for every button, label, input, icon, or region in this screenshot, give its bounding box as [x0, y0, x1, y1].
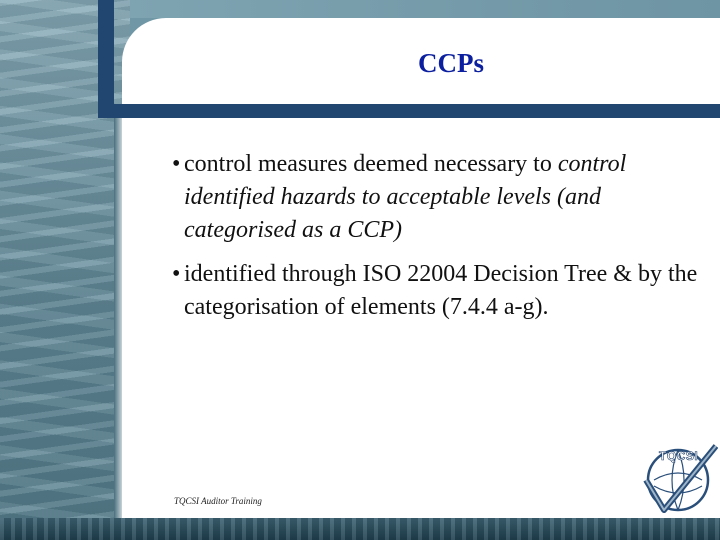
slide-title: CCPs [418, 48, 484, 78]
bullet-marker: • [172, 151, 181, 177]
accent-bar-horizontal [98, 104, 720, 118]
bullet-text: identified through ISO 22004 Decision Tree & by the categorisation of elements (7.4.4 a-g). [184, 261, 698, 320]
bullet-item-2 [172, 258, 717, 324]
bullet-text-italic: control [557, 151, 627, 177]
content-panel-shadow [114, 118, 122, 518]
background-texture-bottom [0, 518, 720, 540]
bullet-marker: • [172, 261, 181, 287]
bullet-text [172, 148, 717, 247]
logo-text: TQCSI [659, 449, 699, 463]
bullet-text-plain: control measures deemed necessary to [184, 151, 558, 177]
bullet-item-1 [172, 148, 717, 247]
content-panel [122, 118, 720, 518]
footer-text: TQCSI Auditor Training [174, 496, 262, 506]
background-texture-top [130, 0, 720, 18]
title-panel [122, 18, 720, 104]
tqcsi-logo [642, 436, 718, 516]
accent-bar-vertical [98, 0, 114, 104]
bullet-text-italic-continued: identified hazards to acceptable levels (and categorised as a CCP) [184, 184, 602, 243]
